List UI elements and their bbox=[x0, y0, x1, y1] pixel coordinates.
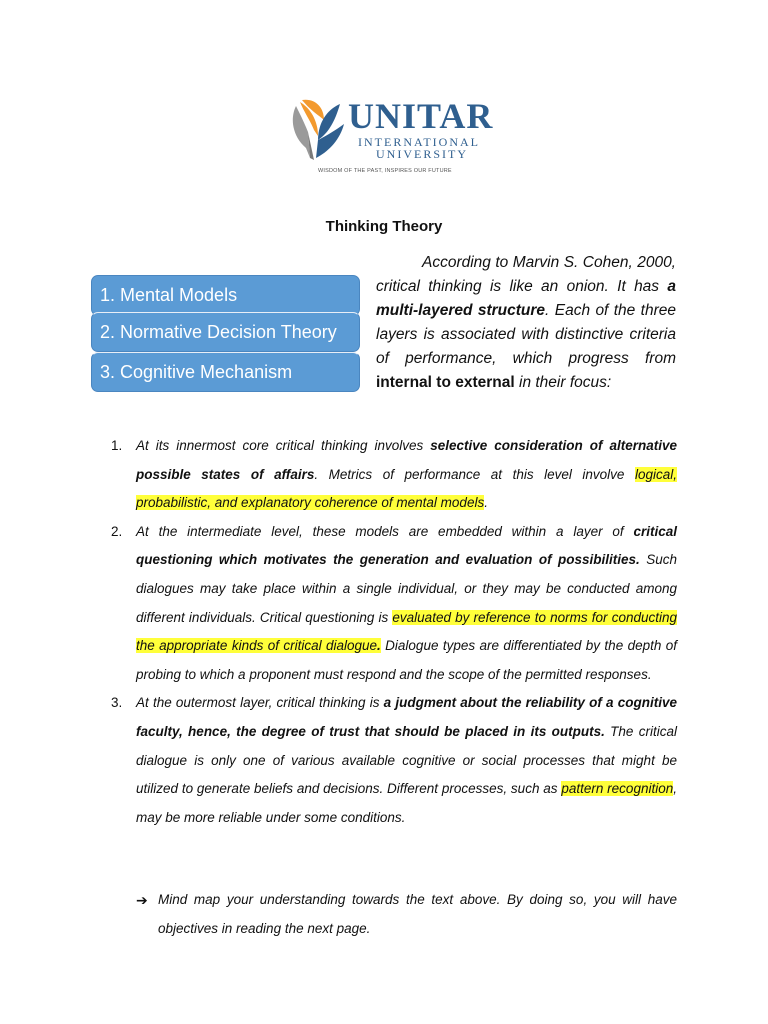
arrow-right-icon: ➔ bbox=[136, 892, 148, 908]
item-text: At the intermediate level, these models are embedded within a layer of bbox=[136, 523, 634, 539]
logo-subtitle-university: UNIVERSITY bbox=[376, 147, 468, 161]
logo-tagline: WISDOM OF THE PAST, INSPIRES OUR FUTURE bbox=[318, 168, 452, 174]
item-text: . Metrics of performance at this level involve bbox=[314, 466, 635, 482]
item-text: Dialogue types are differentiated by the depth of probing to which a proponent must respond and the scope of the permitted responses. bbox=[136, 638, 677, 682]
layers-list bbox=[111, 432, 677, 832]
item-highlight: logical, probabilistic, and explanatory coherence of mental models bbox=[136, 466, 677, 511]
note-line-2: objectives in reading the next page. bbox=[158, 920, 371, 936]
item-text: The critical dialogue is only one of various available cognitive or social processes that might be utilized to generate beliefs and decisions. Different processes, such as bbox=[136, 723, 677, 797]
item-text: . bbox=[484, 495, 488, 511]
intro-paragraph bbox=[376, 251, 676, 395]
note-line-1: Mind map your understanding towards the text above. By doing so, you will have bbox=[158, 892, 677, 907]
item-highlight: evaluated by reference to norms for conducting the appropriate kinds of critical dialogue bbox=[136, 609, 677, 654]
item-bold: selective consideration of alternative possible states of affairs bbox=[136, 438, 677, 482]
list-item bbox=[111, 432, 677, 518]
unitar-leaf-icon bbox=[288, 96, 348, 166]
page-title: Thinking Theory bbox=[325, 218, 443, 235]
intro-text-2: . Each of the three layers is associated with distinctive criteria of performance, which progress from bbox=[376, 302, 676, 367]
item-highlight: pattern recognition bbox=[561, 781, 674, 797]
item-text: At the outermost layer, critical thinking is bbox=[136, 695, 384, 711]
item-text: At its innermost core critical thinking involves bbox=[136, 438, 431, 453]
item-text: Such dialogues may take place within a single individual, or they may be conducted among different individuals. Critical questioning is bbox=[136, 552, 677, 625]
item-bold: a judgment about the reliability of a cognitive faculty, hence, the degree of trust that should be placed in its outputs. bbox=[136, 695, 677, 739]
list-item bbox=[111, 518, 677, 690]
intro-text-1: According to Marvin S. Cohen, 2000, critical thinking is like an onion. It has bbox=[376, 254, 676, 295]
unitar-logo bbox=[288, 96, 494, 180]
item-highlight: . bbox=[377, 638, 381, 654]
list-number: 1. bbox=[111, 438, 123, 453]
logo-name: UNITAR bbox=[348, 96, 494, 136]
intro-bold-2: internal to external bbox=[376, 374, 515, 391]
theory-box-normative-decision: 2. Normative Decision Theory bbox=[91, 312, 360, 352]
intro-bold-1: a multi-layered structure bbox=[376, 278, 676, 319]
list-number: 2. bbox=[111, 523, 123, 539]
intro-text-3: in their focus: bbox=[514, 374, 612, 391]
item-text: , may be more reliable under some conditions. bbox=[136, 781, 677, 825]
theory-box-mental-models: 1. Mental Models bbox=[91, 275, 360, 316]
mind-map-note bbox=[136, 886, 677, 943]
item-bold: critical questioning which motivates the generation and evaluation of possibilities. bbox=[136, 523, 677, 568]
logo-subtitle-international: INTERNATIONAL bbox=[358, 135, 480, 149]
theory-box-cognitive-mechanism: 3. Cognitive Mechanism bbox=[91, 352, 360, 392]
list-item bbox=[111, 689, 677, 832]
list-number: 3. bbox=[111, 695, 123, 711]
